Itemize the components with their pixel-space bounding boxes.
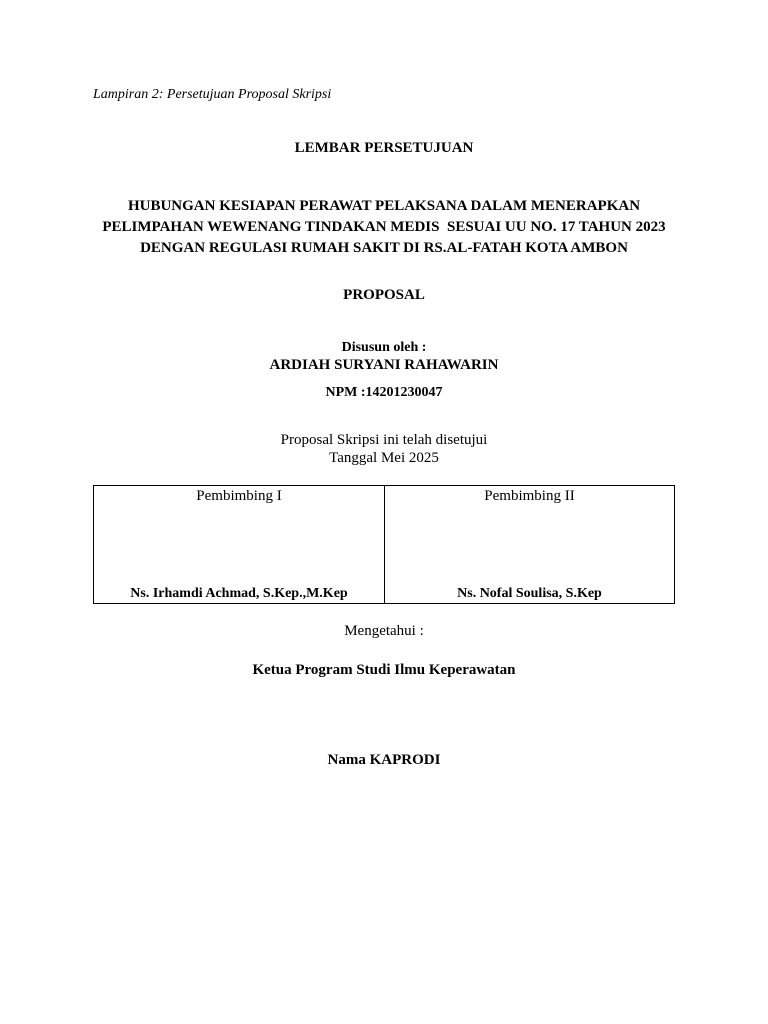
supervisor-name: Ns. Nofal Soulisa, S.Kep [457,586,602,601]
program-head-title: Ketua Program Studi Ilmu Keperawatan [252,662,516,678]
student-id: NPM :14201230047 [325,385,443,400]
composed-by-label: Disusun oleh : [341,340,427,355]
supervisor-cell-2 [384,486,674,603]
sheet-title: LEMBAR PERSETUJUAN [294,140,474,156]
supervisor-role: Pembimbing II [484,488,575,504]
supervisor-signature-table [93,485,675,604]
approval-note-line: Proposal Skripsi ini telah disetujui [280,432,488,448]
approval-note [0,431,768,467]
thesis-title-line: PELIMPAHAN WEWENANG TINDAKAN MEDIS SESUAI UU NO. 17 TAHUN 2023 [102,219,666,235]
thesis-title-line: HUBUNGAN KESIAPAN PERAWAT PELAKSANA DALAM MENERAPKAN [127,198,641,214]
appendix-label: Lampiran 2: Persetujuan Proposal Skripsi [93,87,332,102]
document-type: PROPOSAL [343,287,425,303]
acknowledged-label: Mengetahui : [344,623,424,639]
supervisor-cell-1 [94,486,384,603]
approval-note-line: Tanggal Mei 2025 [329,450,439,466]
program-head-name: Nama KAPRODI [327,752,441,768]
supervisor-role: Pembimbing I [196,488,282,504]
supervisor-name: Ns. Irhamdi Achmad, S.Kep.,M.Kep [130,586,348,601]
thesis-title [0,196,768,259]
thesis-title-line: DENGAN REGULASI RUMAH SAKIT DI RS.AL-FATAH KOTA AMBON [140,240,628,256]
author-name: ARDIAH SURYANI RAHAWARIN [269,357,499,373]
